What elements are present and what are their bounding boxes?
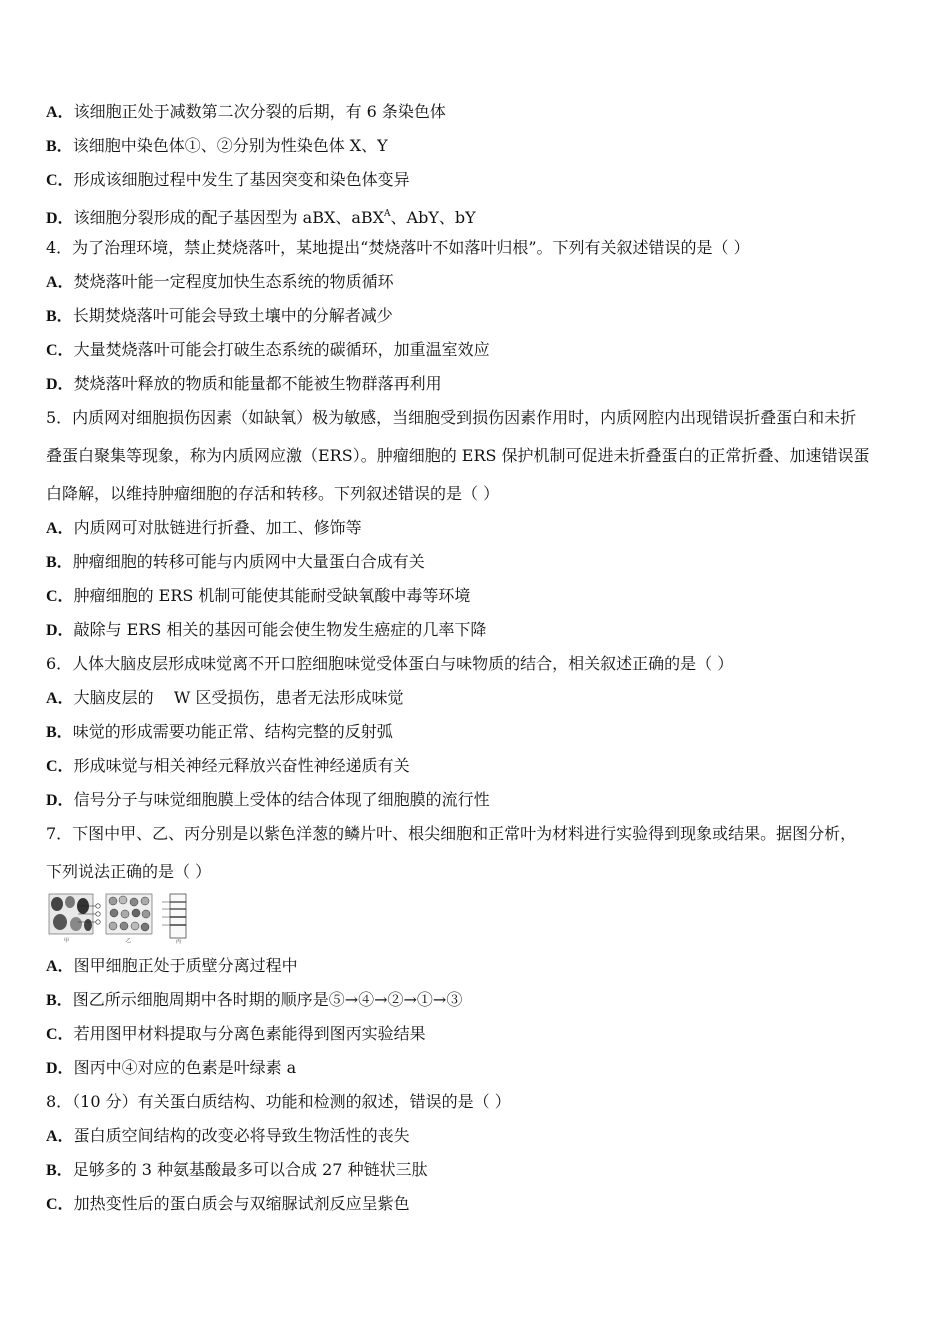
panel-bing <box>162 894 186 938</box>
option-letter: B． <box>46 992 73 1009</box>
figure-svg <box>48 892 198 944</box>
question-8: 8．（10 分）有关蛋白质结构、功能和检测的叙述，错误的是（ ） <box>46 1092 511 1111</box>
option-letter: B． <box>46 308 73 325</box>
q7-option-c <box>46 1024 426 1045</box>
option-letter: B． <box>46 554 73 571</box>
option-text: 焚烧落叶释放的物质和能量都不能被生物群落再利用 <box>73 374 442 393</box>
option-text: 形成该细胞过程中发生了基因突变和染色体变异 <box>73 170 410 189</box>
q5-option-c <box>46 586 470 607</box>
q3-option-a <box>46 102 446 123</box>
option-letter: C． <box>46 1026 74 1043</box>
option-letter: C． <box>46 342 74 359</box>
option-letter: D． <box>46 792 74 809</box>
option-text: 若用图甲材料提取与分离色素能得到图丙实验结果 <box>73 1024 426 1043</box>
option-letter: D． <box>46 376 74 393</box>
superscript: A <box>384 209 391 219</box>
option-text: 长期焚烧落叶可能会导致土壤中的分解者减少 <box>72 306 393 325</box>
question-5-line-1: 5．内质网对细胞损伤因素（如缺氧）极为敏感，当细胞受到损伤因素作用时，内质网腔内出现错误折叠蛋白和未折 <box>46 408 857 427</box>
option-letter: A． <box>46 274 74 291</box>
option-letter: B． <box>46 138 73 155</box>
q3-option-d <box>46 204 476 229</box>
figure-jia-yi-bing <box>48 892 198 944</box>
option-text: 该细胞分裂形成的配子基因型为 aBX、aBX <box>73 208 385 227</box>
q4-option-b <box>46 306 393 327</box>
q5-option-d <box>46 620 486 641</box>
option-text: 形成味觉与相关神经元释放兴奋性神经递质有关 <box>73 756 410 775</box>
option-text: 图丙中④对应的色素是叶绿素 a <box>73 1058 297 1077</box>
q3-option-b <box>46 136 388 157</box>
question-5-line-3: 白降解，以维持肿瘤细胞的存活和转移。下列叙述错误的是（ ） <box>46 484 500 503</box>
option-letter: A． <box>46 1128 74 1145</box>
option-text: 足够多的 3 种氨基酸最多可以合成 27 种链状三肽 <box>72 1160 428 1179</box>
option-text: 肿瘤细胞的 ERS 机制可能使其能耐受缺氧酸中毒等环境 <box>73 586 471 605</box>
q6-option-c <box>46 756 410 777</box>
q3-option-c <box>46 170 410 191</box>
q8-option-c <box>46 1194 410 1215</box>
q6-option-d <box>46 790 490 811</box>
q6-option-a <box>46 688 403 709</box>
question-5-line-2: 叠蛋白聚集等现象，称为内质网应激（ERS）。肿瘤细胞的 ERS 保护机制可促进未折叠蛋白的正常折叠、加速错误蛋 <box>46 446 870 465</box>
option-letter: A． <box>46 520 74 537</box>
q7-option-d <box>46 1058 296 1079</box>
option-letter: D． <box>46 622 74 639</box>
q5-option-b <box>46 552 425 573</box>
option-text: 味觉的形成需要功能正常、结构完整的反射弧 <box>72 722 393 741</box>
option-text-tail: 、AbY、bY <box>390 208 476 227</box>
q5-option-a <box>46 518 362 539</box>
q4-option-a <box>46 272 394 293</box>
panel-jia <box>49 894 100 934</box>
option-text: 信号分子与味觉细胞膜上受体的结合体现了细胞膜的流行性 <box>73 790 490 809</box>
option-letter: C． <box>46 758 74 775</box>
panel-label-yi: 乙 <box>126 938 132 944</box>
option-letter: C． <box>46 172 74 189</box>
q8-option-a <box>46 1126 410 1147</box>
option-text: 敲除与 ERS 相关的基因可能会使生物发生癌症的几率下降 <box>73 620 487 639</box>
q6-option-b <box>46 722 393 743</box>
question-7-line-1: 7．下图中甲、乙、丙分别是以紫色洋葱的鳞片叶、根尖细胞和正常叶为材料进行实验得到现象或结果。据图分析， <box>46 824 857 843</box>
option-text: 该细胞中染色体①、②分别为性染色体 X、Y <box>72 136 388 155</box>
option-text: 焚烧落叶能一定程度加快生态系统的物质循环 <box>73 272 394 291</box>
q7-option-b <box>46 990 462 1011</box>
option-text: 图甲细胞正处于质壁分离过程中 <box>73 956 298 975</box>
option-text: 加热变性后的蛋白质会与双缩脲试剂反应呈紫色 <box>73 1194 410 1213</box>
option-text: 蛋白质空间结构的改变必将导致生物活性的丧失 <box>73 1126 410 1145</box>
question-6: 6．人体大脑皮层形成味觉离不开口腔细胞味觉受体蛋白与味物质的结合，相关叙述正确的是（ ） <box>46 654 734 673</box>
option-text: 大脑皮层的 W 区受损伤，患者无法形成味觉 <box>73 688 404 707</box>
question-4: 4．为了治理环境，禁止焚烧落叶，某地提出“焚烧落叶不如落叶归根”。下列有关叙述错误的是（ ） <box>46 238 750 257</box>
q4-option-c <box>46 340 490 361</box>
option-text: 内质网可对肽链进行折叠、加工、修饰等 <box>73 518 362 537</box>
option-letter: C． <box>46 1196 74 1213</box>
option-text: 图乙所示细胞周期中各时期的顺序是⑤→④→②→①→③ <box>72 990 463 1009</box>
option-letter: A． <box>46 958 74 975</box>
option-letter: D． <box>46 210 74 227</box>
panel-label-jia: 甲 <box>64 938 70 944</box>
option-text: 大量焚烧落叶可能会打破生态系统的碳循环，加重温室效应 <box>73 340 490 359</box>
option-text: 肿瘤细胞的转移可能与内质网中大量蛋白合成有关 <box>72 552 425 571</box>
option-letter: B． <box>46 724 73 741</box>
q8-option-b <box>46 1160 428 1181</box>
option-letter: A． <box>46 104 74 121</box>
panel-label-bing: 丙 <box>176 939 182 944</box>
question-7-line-2: 下列说法正确的是（ ） <box>46 862 212 881</box>
q4-option-d <box>46 374 442 395</box>
option-letter: C． <box>46 588 74 605</box>
option-letter: A． <box>46 690 74 707</box>
option-letter: B． <box>46 1162 73 1179</box>
option-letter: D． <box>46 1060 74 1077</box>
q7-option-a <box>46 956 298 977</box>
panel-yi <box>106 894 152 934</box>
option-text: 该细胞正处于减数第二次分裂的后期，有 6 条染色体 <box>73 102 446 121</box>
